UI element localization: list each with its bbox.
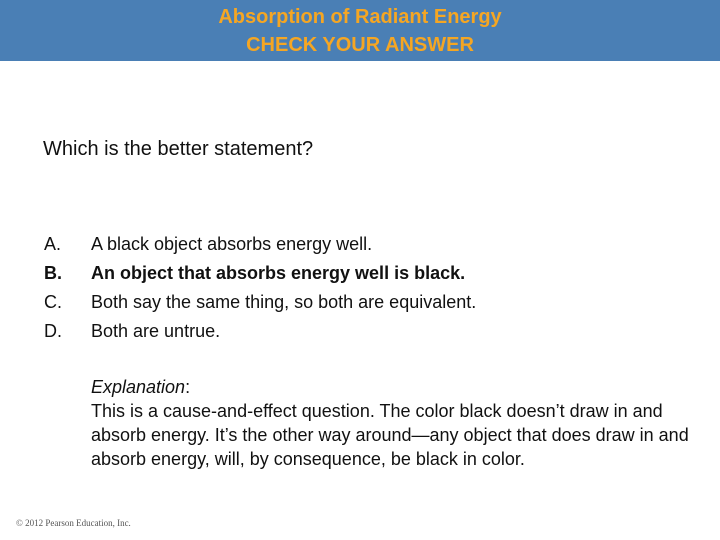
choice-text: Both are untrue. xyxy=(91,321,221,341)
copyright-notice: © 2012 Pearson Education, Inc. xyxy=(16,518,131,528)
choice-letter: B. xyxy=(44,263,62,283)
choice-c xyxy=(44,291,684,320)
choice-text: Both say the same thing, so both are equivalent. xyxy=(91,292,477,312)
choice-letter: A. xyxy=(44,234,62,254)
slide-title: Absorption of Radiant Energy xyxy=(218,6,502,28)
question-text: Which is the better statement? xyxy=(43,138,314,160)
slide-subtitle: CHECK YOUR ANSWER xyxy=(246,34,474,56)
choice-letter: D. xyxy=(44,321,62,341)
choice-b-correct xyxy=(44,262,684,291)
choice-text: An object that absorbs energy well is black. xyxy=(91,263,466,283)
explanation-block xyxy=(91,375,691,471)
choice-a xyxy=(44,233,684,262)
explanation-text: This is a cause-and-effect question. The color black doesn’t draw in and absorb energy. It’s the other way around—any object that does draw in and absorb energy, will, by consequence, be black in color. xyxy=(91,401,689,469)
answer-choices xyxy=(44,233,684,349)
choice-d xyxy=(44,320,684,349)
choice-text: A black object absorbs energy well. xyxy=(91,234,373,254)
explanation-heading: Explanation: xyxy=(91,377,191,397)
explanation-label: Explanation xyxy=(91,377,186,397)
choice-letter: C. xyxy=(44,292,62,312)
header-band xyxy=(0,0,720,61)
